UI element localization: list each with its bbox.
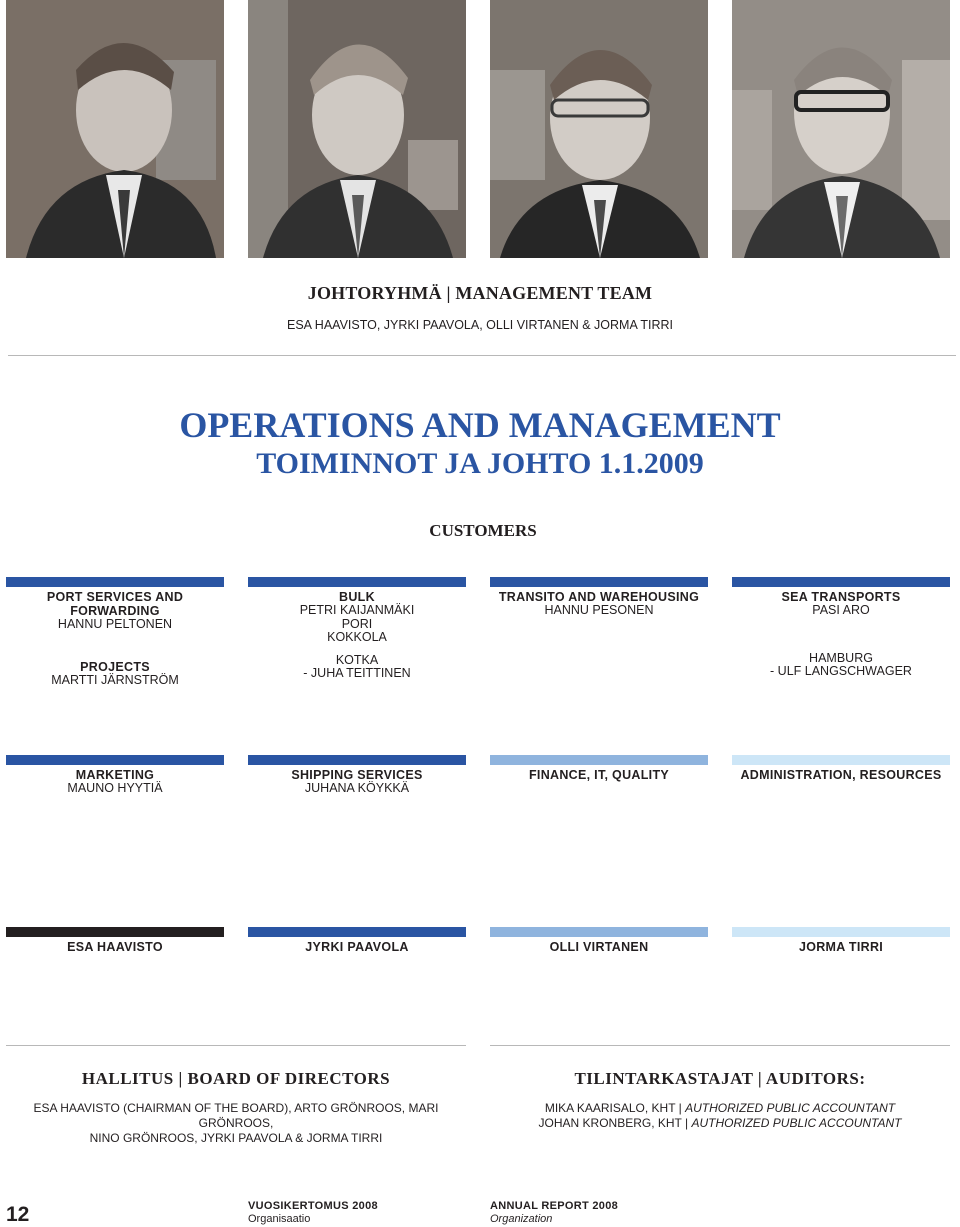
auditors-list — [490, 1101, 950, 1131]
auditors-title: TILINTARKASTAJAT | AUDITORS: — [574, 1069, 866, 1088]
auditor-name: MIKA KAARISALO, KHT | — [544, 1101, 686, 1115]
operations-bar-4 — [732, 577, 950, 587]
board-members-line1: ESA HAAVISTO (CHAIRMAN OF THE BOARD), ARTO GRÖNROOS, MARI GRÖNROOS, — [33, 1101, 439, 1130]
unit-title: SEA TRANSPORTS — [781, 590, 901, 604]
subunit-location: KOTKA — [335, 652, 379, 667]
customers-label: CUSTOMERS — [429, 521, 537, 540]
director-name: OLLI VIRTANEN — [549, 940, 649, 954]
operations-column-transito — [490, 590, 708, 618]
page-heading-line2: TOIMINNOT JA JOHTO 1.1.2009 — [256, 447, 704, 480]
management-title: JOHTORYHMÄ | MANAGEMENT TEAM — [307, 283, 653, 303]
page-number: 12 — [6, 1203, 30, 1226]
subunit-head: - JUHA TEITTINEN — [303, 666, 411, 680]
portrait-image — [6, 0, 224, 258]
divider — [8, 355, 956, 356]
unit-head: PETRI KAIJANMÄKI — [299, 603, 415, 617]
director-name: ESA HAAVISTO — [67, 940, 163, 954]
footer-en-sub: Organization — [490, 1213, 553, 1225]
support-column-administration — [732, 768, 950, 782]
director-name: JYRKI PAAVOLA — [305, 940, 409, 954]
footer-en — [490, 1200, 618, 1226]
team-photo-2 — [248, 0, 466, 258]
support-bar-3 — [490, 755, 708, 765]
portrait-image — [490, 0, 708, 258]
portrait-image — [732, 0, 950, 258]
support-column-shipping — [248, 768, 466, 796]
page-heading-line1: OPERATIONS AND MANAGEMENT — [179, 405, 781, 445]
board-members — [0, 1101, 472, 1146]
support-bar-2 — [248, 755, 466, 765]
team-photo-3 — [490, 0, 708, 258]
support-bar-4 — [732, 755, 950, 765]
footer-fi-title: VUOSIKERTOMUS 2008 — [248, 1200, 378, 1212]
support-column-marketing — [6, 768, 224, 796]
portrait-image — [248, 0, 466, 258]
director-name: JORMA TIRRI — [798, 940, 884, 954]
subunit-head: MARTTI JÄRNSTRÖM — [51, 672, 179, 687]
subunit-title: PROJECTS — [80, 659, 150, 674]
director-bar-1 — [6, 927, 224, 937]
unit-location: PORI — [341, 616, 373, 631]
management-members: ESA HAAVISTO, JYRKI PAAVOLA, OLLI VIRTANEN & JORMA TIRRI — [287, 318, 673, 332]
team-photo-4 — [732, 0, 950, 258]
footer-fi — [248, 1200, 378, 1226]
divider — [490, 1045, 950, 1046]
director-bar-4 — [732, 927, 950, 937]
function-head: JUHANA KÖYKKÄ — [304, 781, 410, 795]
auditor-role: AUTHORIZED PUBLIC ACCOUNTANT — [691, 1116, 902, 1130]
unit-title: BULK — [339, 590, 375, 604]
unit-head: HANNU PESONEN — [544, 603, 654, 617]
subunit-head: - ULF LANGSCHWAGER — [770, 664, 912, 678]
function-head: MAUNO HYYTIÄ — [67, 781, 163, 795]
auditor-role: AUTHORIZED PUBLIC ACCOUNTANT — [685, 1101, 896, 1115]
support-column-finance — [490, 768, 708, 782]
function-title: ADMINISTRATION, RESOURCES — [740, 768, 942, 782]
unit-title: TRANSITO AND WAREHOUSING — [498, 590, 700, 604]
unit-title: PORT SERVICES AND FORWARDING — [46, 590, 184, 618]
auditor-line — [490, 1116, 950, 1131]
unit-head: PASI ARO — [812, 603, 870, 617]
director-bar-2 — [248, 927, 466, 937]
auditor-line — [490, 1101, 950, 1116]
support-bar-1 — [6, 755, 224, 765]
function-title: FINANCE, IT, QUALITY — [528, 768, 670, 782]
footer-fi-sub: Organisaatio — [248, 1213, 311, 1225]
team-photo-1 — [6, 0, 224, 258]
footer-en-title: ANNUAL REPORT 2008 — [490, 1200, 619, 1212]
function-title: MARKETING — [75, 768, 155, 782]
director-bar-3 — [490, 927, 708, 937]
board-members-line2: NINO GRÖNROOS, JYRKI PAAVOLA & JORMA TIRRI — [89, 1131, 383, 1145]
operations-column-sea — [732, 590, 950, 679]
board-title: HALLITUS | BOARD OF DIRECTORS — [81, 1069, 391, 1088]
operations-column-port — [6, 590, 224, 687]
auditor-name: JOHAN KRONBERG, KHT | — [538, 1116, 692, 1130]
unit-location: KOKKOLA — [327, 630, 387, 644]
operations-column-bulk — [248, 590, 466, 681]
subunit-location: HAMBURG — [809, 650, 873, 665]
divider — [6, 1045, 466, 1046]
operations-bar-3 — [490, 577, 708, 587]
operations-bar-2 — [248, 577, 466, 587]
operations-bar-1 — [6, 577, 224, 587]
unit-head: HANNU PELTONEN — [57, 617, 173, 631]
function-title: SHIPPING SERVICES — [291, 768, 423, 782]
